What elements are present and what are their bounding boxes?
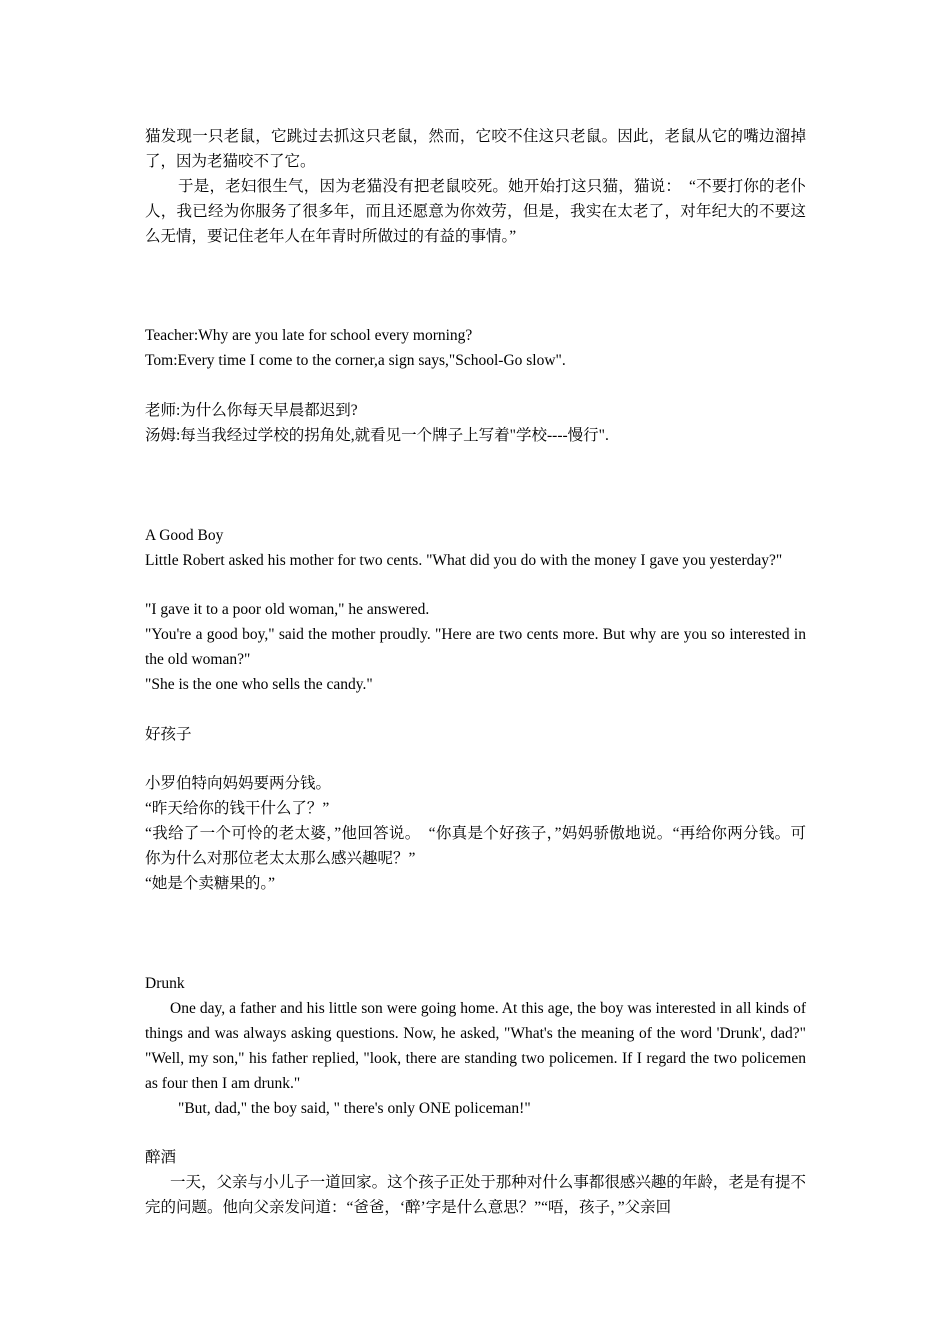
good-boy-zh-paragraph-4: “她是个卖糖果的。” <box>145 875 276 892</box>
story1-paragraph-2: 于是，老妇很生气，因为老猫没有把老鼠咬死。她开始打这只猫，猫说： “不要打你的老仆人，我已经为你服务了很多年，而且还愿意为你效劳，但是，我实在太老了，对年纪大的不要这么无情，要记住老年人在年青时所做过的有益的事情。” <box>145 178 806 245</box>
good-boy-zh-paragraph-1: 小罗伯特向妈妈要两分钱。 <box>145 775 332 792</box>
good-boy-en-paragraph-2: "I gave it to a poor old woman," he answered. <box>145 601 430 618</box>
drunk-en-paragraph-2: "But, dad," the boy said, " there's only ONE policeman!" <box>178 1100 531 1117</box>
story1-paragraph-1: 猫发现一只老鼠，它跳过去抓这只老鼠，然而，它咬不住这只老鼠。因此，老鼠从它的嘴边溜掉了，因为老猫咬不了它。 <box>145 128 806 170</box>
good-boy-en-paragraph-1: Little Robert asked his mother for two cents. "What did you do with the money I gave you yesterday?" <box>145 552 783 569</box>
good-boy-en-paragraph-4: "She is the one who sells the candy." <box>145 676 373 693</box>
joke-teacher-zh-line-1: 老师:为什么你每天早晨都迟到? <box>145 402 358 419</box>
good-boy-zh-paragraph-2: “昨天给你的钱干什么了？” <box>145 800 330 817</box>
good-boy-zh-paragraph-3: “我给了一个可怜的老太婆，”他回答说。 “你真是个好孩子，”妈妈骄傲地说。“再给你两分钱。可你为什么对那位老太太那么感兴趣呢？” <box>145 825 806 867</box>
good-boy-title-zh: 好孩子 <box>145 726 192 743</box>
joke-teacher-zh-line-2: 汤姆:每当我经过学校的拐角处,就看见一个牌子上写着"学校----慢行". <box>145 427 609 444</box>
drunk-title-zh: 醉酒 <box>145 1149 177 1166</box>
drunk-en-paragraph-1: One day, a father and his little son were going home. At this age, the boy was interested in all kinds of things and was always asking questions. Now, he asked, "What's the meaning of the word 'Drunk', dad?" "Well, my son," his father replied, "look, there are standing two policemen. If I regard the two policemen as four then I am drunk." <box>145 1000 806 1092</box>
good-boy-en-paragraph-3: "You're a good boy," said the mother proudly. "Here are two cents more. But why are you so interested in the old woman?" <box>145 626 806 668</box>
drunk-zh-paragraph-1: 一天，父亲与小儿子一道回家。这个孩子正处于那种对什么事都很感兴趣的年龄，老是有提不完的问题。他向父亲发问道：“爸爸，‘醉’字是什么意思？”“唔，孩子，”父亲回 <box>145 1174 806 1216</box>
drunk-title-en: Drunk <box>145 975 185 992</box>
good-boy-title-en: A Good Boy <box>145 527 224 544</box>
joke-teacher-en-line-2: Tom:Every time I come to the corner,a sign says,"School-Go slow". <box>145 352 566 369</box>
joke-teacher-en-line-1: Teacher:Why are you late for school every morning? <box>145 327 473 344</box>
